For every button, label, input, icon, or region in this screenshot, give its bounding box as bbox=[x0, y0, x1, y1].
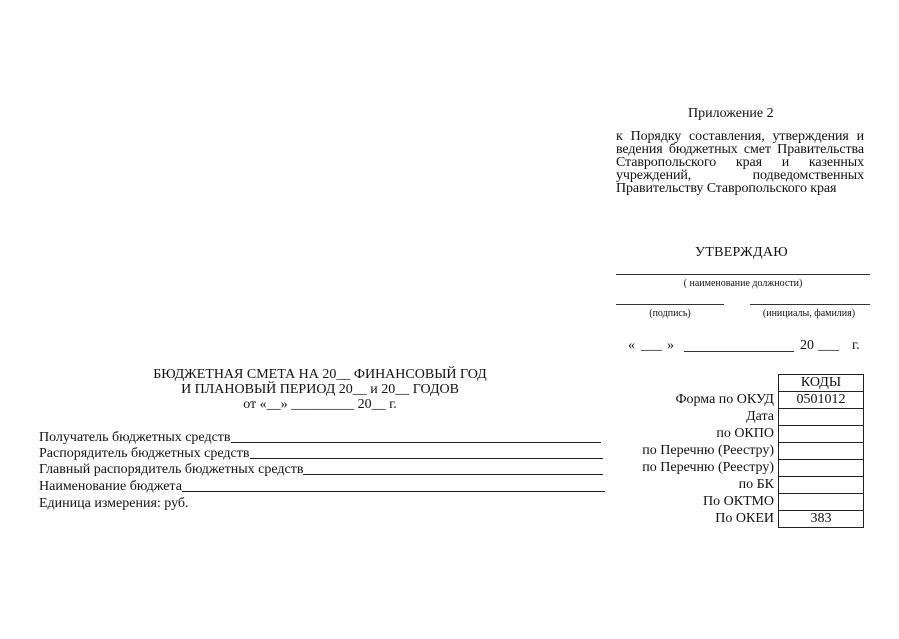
codes-label-okud: Форма по ОКУД bbox=[675, 392, 774, 407]
codes-label-spacer bbox=[600, 374, 774, 391]
document-title bbox=[120, 367, 520, 412]
approval-date-year-blank: ___ bbox=[818, 338, 839, 353]
codes-value-okpo[interactable] bbox=[779, 426, 864, 443]
field-budget-name-line bbox=[182, 491, 605, 492]
field-budget-name-label: Наименование бюджета bbox=[39, 479, 182, 494]
signature-caption: (подпись) bbox=[649, 308, 691, 319]
approval-date-open: « bbox=[628, 338, 635, 353]
title-line-3: от «__» _________ 20__ г. bbox=[243, 397, 397, 412]
field-chief-manager-label: Главный распорядитель бюджетных средств bbox=[39, 462, 304, 477]
codes-label-oktmo: По ОКТМО bbox=[703, 494, 774, 509]
codes-value-registry-2[interactable] bbox=[779, 460, 864, 477]
field-recipient-line bbox=[231, 442, 601, 443]
approval-date-year: 20 bbox=[800, 338, 814, 353]
field-manager-line bbox=[250, 458, 604, 459]
codes-value-okei[interactable]: 383 bbox=[779, 511, 864, 528]
field-manager-label: Распорядитель бюджетных средств bbox=[39, 446, 250, 461]
codes-value-oktmo[interactable] bbox=[779, 494, 864, 511]
codes-label-registry-2: по Перечню (Реестру) bbox=[642, 460, 774, 475]
position-line bbox=[616, 274, 870, 275]
codes-label-registry-1: по Перечню (Реестру) bbox=[642, 443, 774, 458]
appendix-title: Приложение 2 bbox=[688, 106, 774, 121]
codes-value-bk[interactable] bbox=[779, 477, 864, 494]
codes-label-okei: По ОКЕИ bbox=[715, 511, 774, 526]
codes-label-date: Дата bbox=[746, 409, 774, 424]
field-chief-manager-line bbox=[303, 474, 603, 475]
approval-date-suffix: г. bbox=[852, 338, 860, 353]
approval-heading: УТВЕРЖДАЮ bbox=[695, 245, 788, 260]
field-chief-manager bbox=[39, 462, 603, 477]
field-recipient-label: Получатель бюджетных средств bbox=[39, 430, 231, 445]
codes-value-registry-1[interactable] bbox=[779, 443, 864, 460]
field-budget-name bbox=[39, 479, 605, 494]
field-recipient bbox=[39, 430, 601, 445]
unit-of-measure: Единица измерения: руб. bbox=[39, 496, 189, 511]
codes-table bbox=[778, 374, 864, 528]
codes-label-okpo: по ОКПО bbox=[716, 426, 774, 441]
approval-date-close: » bbox=[667, 338, 674, 353]
codes-header: КОДЫ bbox=[779, 375, 864, 392]
codes-labels bbox=[600, 374, 774, 527]
codes-value-date[interactable] bbox=[779, 409, 864, 426]
field-manager bbox=[39, 446, 603, 461]
approval-date-day: ___ bbox=[641, 338, 662, 353]
codes-label-bk: по БК bbox=[738, 477, 774, 492]
title-line-1: БЮДЖЕТНАЯ СМЕТА НА 20__ ФИНАНСОВЫЙ ГОД bbox=[153, 367, 487, 382]
appendix-text: к Порядку составления, утверждения и ведения бюджетных смет Правительства Ставропольского края и казенных учреждений, подведомственных Правительству Ставропольского края bbox=[616, 129, 864, 196]
signature-line bbox=[616, 304, 724, 305]
name-line bbox=[750, 304, 870, 305]
name-caption: (инициалы, фамилия) bbox=[762, 308, 856, 319]
position-caption: ( наименование должности) bbox=[683, 278, 803, 289]
title-line-2: И ПЛАНОВЫЙ ПЕРИОД 20__ и 20__ ГОДОВ bbox=[181, 382, 459, 397]
codes-value-okud[interactable]: 0501012 bbox=[779, 392, 864, 409]
approval-month-line bbox=[684, 351, 794, 352]
